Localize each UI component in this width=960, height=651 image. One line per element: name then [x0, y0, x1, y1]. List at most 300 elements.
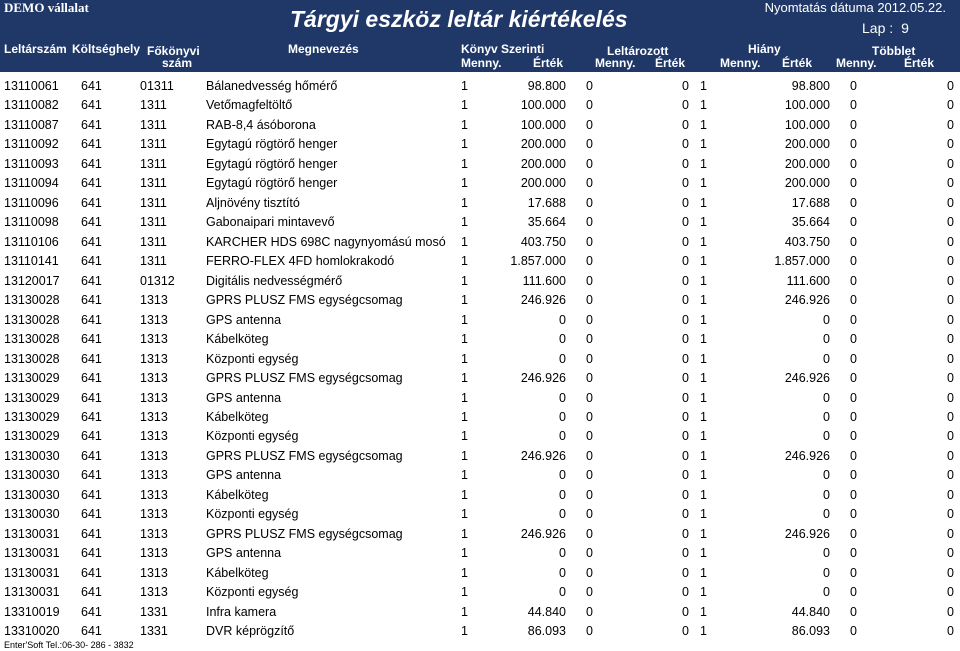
- cell-konyv-ertek: 0: [559, 468, 566, 483]
- cell-tobblet-menny: 0: [850, 604, 857, 619]
- cell-leltar-ertek: 0: [682, 273, 689, 288]
- cell-konyv-menny: 1: [461, 585, 468, 600]
- cell-fokonyvi-szam: 1313: [140, 565, 168, 580]
- cell-tobblet-menny: 0: [850, 351, 857, 366]
- table-row: [0, 79, 960, 98]
- cell-leltarszam: 13110087: [4, 117, 59, 132]
- col-header-leltarozott: Leltározott: [607, 44, 669, 58]
- cell-leltar-ertek: 0: [682, 195, 689, 210]
- cell-leltar-ertek: 0: [682, 215, 689, 230]
- cell-konyv-menny: 1: [461, 312, 468, 327]
- subheader-tobblet-menny: Menny.: [836, 56, 877, 70]
- cell-konyv-menny: 1: [461, 156, 468, 171]
- cell-konyv-menny: 1: [461, 351, 468, 366]
- cell-koltseghely: 641: [81, 468, 102, 483]
- cell-hiany-menny: 1: [700, 429, 707, 444]
- cell-hiany-ertek: 200.000: [784, 156, 830, 171]
- cell-tobblet-ertek: 0: [947, 351, 954, 366]
- cell-hiany-menny: 1: [700, 351, 707, 366]
- cell-leltarszam: 13130031: [4, 565, 60, 580]
- cell-tobblet-menny: 0: [850, 624, 857, 639]
- company-name: DEMO vállalat: [4, 0, 89, 15]
- cell-hiany-ertek: 0: [823, 390, 830, 405]
- cell-megnevezes: Kábelköteg: [206, 409, 269, 424]
- cell-tobblet-ertek: 0: [947, 98, 954, 113]
- cell-leltarszam: 13310020: [4, 624, 60, 639]
- cell-tobblet-ertek: 0: [947, 293, 954, 308]
- cell-konyv-menny: 1: [461, 98, 468, 113]
- table-row: [0, 274, 960, 293]
- cell-tobblet-menny: 0: [850, 234, 857, 249]
- cell-koltseghely: 641: [81, 624, 102, 639]
- cell-tobblet-ertek: 0: [947, 273, 954, 288]
- footer-text: Enter'Soft Tel.:06-30- 286 - 3832: [4, 640, 134, 650]
- cell-hiany-menny: 1: [700, 604, 707, 619]
- cell-leltarszam: 13110096: [4, 195, 59, 210]
- cell-hiany-ertek: 246.926: [784, 526, 830, 541]
- cell-koltseghely: 641: [81, 79, 102, 93]
- table-row: [0, 507, 960, 526]
- cell-leltar-ertek: 0: [682, 409, 689, 424]
- cell-megnevezes: Kábelköteg: [206, 487, 269, 502]
- cell-hiany-menny: 1: [700, 312, 707, 327]
- cell-tobblet-menny: 0: [850, 371, 857, 386]
- cell-hiany-ertek: 0: [823, 332, 830, 347]
- cell-konyv-menny: 1: [461, 273, 468, 288]
- cell-tobblet-ertek: 0: [947, 312, 954, 327]
- cell-konyv-menny: 1: [461, 409, 468, 424]
- cell-megnevezes: Gabonaipari mintavevő: [206, 215, 335, 230]
- cell-leltar-ertek: 0: [682, 487, 689, 502]
- cell-tobblet-ertek: 0: [947, 79, 954, 93]
- cell-hiany-ertek: 100.000: [784, 117, 830, 132]
- cell-leltarszam: 13120017: [4, 273, 60, 288]
- cell-leltar-menny: 0: [586, 79, 593, 93]
- subheader-tobblet-ertek: Érték: [904, 56, 935, 70]
- col-header-fokonyvi-szam: szám: [162, 56, 193, 70]
- cell-konyv-ertek: 246.926: [520, 293, 566, 308]
- cell-tobblet-ertek: 0: [947, 195, 954, 210]
- table-row: [0, 585, 960, 604]
- cell-leltar-menny: 0: [586, 565, 593, 580]
- cell-megnevezes: Központi egység: [206, 585, 299, 600]
- cell-konyv-ertek: 100.000: [520, 98, 566, 113]
- cell-megnevezes: GPRS PLUSZ FMS egységcsomag: [206, 293, 403, 308]
- cell-konyv-ertek: 111.600: [522, 273, 566, 288]
- cell-tobblet-ertek: 0: [947, 604, 954, 619]
- cell-megnevezes: Kábelköteg: [206, 332, 269, 347]
- cell-fokonyvi-szam: 1313: [140, 546, 168, 561]
- cell-fokonyvi-szam: 1313: [140, 390, 168, 405]
- cell-koltseghely: 641: [81, 234, 102, 249]
- table-row: [0, 527, 960, 546]
- cell-leltar-menny: 0: [586, 176, 593, 191]
- table-row: [0, 449, 960, 468]
- cell-leltarszam: 13110141: [4, 254, 59, 269]
- cell-leltar-menny: 0: [586, 293, 593, 308]
- cell-hiany-menny: 1: [700, 156, 707, 171]
- cell-fokonyvi-szam: 1311: [140, 98, 167, 113]
- table-row: [0, 391, 960, 410]
- cell-leltar-menny: 0: [586, 507, 593, 522]
- cell-leltarszam: 13130030: [4, 468, 60, 483]
- cell-megnevezes: Bálanedvesség hőmérő: [206, 79, 338, 93]
- page-label: Lap :: [862, 20, 894, 36]
- cell-megnevezes: GPS antenna: [206, 312, 282, 327]
- cell-leltar-menny: 0: [586, 604, 593, 619]
- cell-koltseghely: 641: [81, 371, 102, 386]
- cell-hiany-ertek: 403.750: [784, 234, 830, 249]
- cell-tobblet-ertek: 0: [947, 137, 954, 152]
- cell-hiany-menny: 1: [700, 117, 707, 132]
- report-header: [0, 0, 960, 72]
- col-header-hiany: Hiány: [748, 42, 781, 56]
- cell-koltseghely: 641: [81, 254, 102, 269]
- cell-hiany-ertek: 200.000: [784, 137, 830, 152]
- cell-leltar-menny: 0: [586, 526, 593, 541]
- subheader-leltar-menny: Menny.: [595, 56, 636, 70]
- cell-leltar-ertek: 0: [682, 137, 689, 152]
- col-header-konyv-szerinti: Könyv Szerinti: [461, 42, 545, 56]
- cell-hiany-menny: 1: [700, 409, 707, 424]
- cell-leltar-ertek: 0: [682, 624, 689, 639]
- cell-konyv-menny: 1: [461, 254, 468, 269]
- cell-megnevezes: Egytagú rögtörő henger: [206, 156, 338, 171]
- cell-megnevezes: KARCHER HDS 698C nagynyomású mosó: [206, 234, 446, 249]
- cell-leltar-ertek: 0: [682, 351, 689, 366]
- subheader-hiany-ertek: Érték: [782, 56, 813, 70]
- subheader-leltar-ertek: Érték: [655, 56, 686, 70]
- cell-koltseghely: 641: [81, 585, 102, 600]
- cell-fokonyvi-szam: 1313: [140, 312, 168, 327]
- cell-megnevezes: Egytagú rögtörő henger: [206, 137, 338, 152]
- cell-konyv-menny: 1: [461, 624, 468, 639]
- cell-konyv-ertek: 35.664: [527, 215, 566, 230]
- cell-fokonyvi-szam: 01311: [140, 79, 174, 93]
- cell-leltar-menny: 0: [586, 137, 593, 152]
- cell-leltarszam: 13130028: [4, 312, 60, 327]
- cell-koltseghely: 641: [81, 390, 102, 405]
- cell-leltar-ertek: 0: [682, 390, 689, 405]
- cell-fokonyvi-szam: 1311: [140, 195, 167, 210]
- cell-konyv-menny: 1: [461, 390, 468, 405]
- cell-leltar-ertek: 0: [682, 293, 689, 308]
- cell-leltar-menny: 0: [586, 332, 593, 347]
- table-row: [0, 566, 960, 585]
- cell-koltseghely: 641: [81, 526, 102, 541]
- cell-konyv-menny: 1: [461, 468, 468, 483]
- table-row: [0, 235, 960, 254]
- cell-koltseghely: 641: [81, 195, 102, 210]
- cell-leltarszam: 13130031: [4, 526, 60, 541]
- cell-hiany-ertek: 98.800: [791, 79, 830, 93]
- cell-konyv-menny: 1: [461, 332, 468, 347]
- cell-fokonyvi-szam: 1313: [140, 351, 168, 366]
- cell-konyv-menny: 1: [461, 137, 468, 152]
- cell-megnevezes: Központi egység: [206, 507, 299, 522]
- cell-leltarszam: 13130031: [4, 546, 60, 561]
- table-row: [0, 157, 960, 176]
- cell-fokonyvi-szam: 1313: [140, 468, 168, 483]
- cell-megnevezes: RAB-8,4 ásóborona: [206, 117, 316, 132]
- cell-fokonyvi-szam: 1331: [140, 624, 168, 639]
- cell-hiany-menny: 1: [700, 487, 707, 502]
- cell-konyv-menny: 1: [461, 429, 468, 444]
- cell-leltar-menny: 0: [586, 215, 593, 230]
- cell-konyv-menny: 1: [461, 79, 468, 93]
- cell-hiany-menny: 1: [700, 137, 707, 152]
- cell-tobblet-ertek: 0: [947, 234, 954, 249]
- cell-konyv-ertek: 200.000: [520, 137, 566, 152]
- cell-fokonyvi-szam: 1311: [140, 215, 167, 230]
- cell-hiany-ertek: 0: [823, 312, 830, 327]
- table-row: [0, 352, 960, 371]
- col-header-fokonyvi: Főkönyvi: [147, 44, 200, 58]
- cell-leltar-menny: 0: [586, 273, 593, 288]
- cell-koltseghely: 641: [81, 546, 102, 561]
- cell-konyv-ertek: 0: [559, 312, 566, 327]
- cell-megnevezes: Központi egység: [206, 429, 299, 444]
- cell-tobblet-ertek: 0: [947, 429, 954, 444]
- cell-fokonyvi-szam: 1311: [140, 234, 167, 249]
- cell-koltseghely: 641: [81, 507, 102, 522]
- cell-koltseghely: 641: [81, 332, 102, 347]
- cell-leltar-menny: 0: [586, 409, 593, 424]
- cell-megnevezes: Egytagú rögtörő henger: [206, 176, 338, 191]
- cell-megnevezes: Digitális nedvességmérő: [206, 273, 343, 288]
- cell-konyv-menny: 1: [461, 526, 468, 541]
- cell-tobblet-ertek: 0: [947, 117, 954, 132]
- cell-leltar-menny: 0: [586, 234, 593, 249]
- cell-leltar-ertek: 0: [682, 117, 689, 132]
- cell-hiany-menny: 1: [700, 215, 707, 230]
- cell-tobblet-ertek: 0: [947, 448, 954, 463]
- cell-hiany-ertek: 246.926: [784, 371, 830, 386]
- cell-tobblet-menny: 0: [850, 79, 857, 93]
- cell-megnevezes: FERRO-FLEX 4FD homlokrakodó: [206, 254, 395, 269]
- cell-tobblet-ertek: 0: [947, 371, 954, 386]
- cell-tobblet-ertek: 0: [947, 390, 954, 405]
- cell-koltseghely: 641: [81, 487, 102, 502]
- cell-hiany-menny: 1: [700, 332, 707, 347]
- cell-leltar-menny: 0: [586, 546, 593, 561]
- cell-leltarszam: 13130028: [4, 332, 60, 347]
- cell-hiany-ertek: 0: [823, 429, 830, 444]
- cell-leltar-ertek: 0: [682, 234, 689, 249]
- table-row: [0, 546, 960, 565]
- cell-leltar-menny: 0: [586, 624, 593, 639]
- col-header-leltarszam: Leltárszám: [4, 42, 67, 56]
- cell-tobblet-ertek: 0: [947, 507, 954, 522]
- cell-hiany-ertek: 0: [823, 468, 830, 483]
- cell-hiany-menny: 1: [700, 468, 707, 483]
- cell-hiany-menny: 1: [700, 507, 707, 522]
- cell-koltseghely: 641: [81, 351, 102, 366]
- report-title: Tárgyi eszköz leltár kiértékelés: [290, 6, 628, 32]
- cell-hiany-menny: 1: [700, 526, 707, 541]
- cell-leltar-ertek: 0: [682, 79, 689, 93]
- cell-konyv-ertek: 0: [559, 546, 566, 561]
- cell-leltar-ertek: 0: [682, 98, 689, 113]
- cell-tobblet-menny: 0: [850, 546, 857, 561]
- page-number: 9: [901, 20, 909, 36]
- cell-konyv-ertek: 200.000: [520, 176, 566, 191]
- cell-leltarszam: 13130031: [4, 585, 60, 600]
- cell-konyv-ertek: 0: [559, 585, 566, 600]
- cell-konyv-ertek: 0: [559, 351, 566, 366]
- cell-fokonyvi-szam: 1311: [140, 254, 167, 269]
- cell-hiany-ertek: 17.688: [791, 195, 830, 210]
- cell-koltseghely: 641: [81, 98, 102, 113]
- cell-leltar-ertek: 0: [682, 429, 689, 444]
- cell-tobblet-menny: 0: [850, 585, 857, 600]
- cell-tobblet-menny: 0: [850, 137, 857, 152]
- cell-tobblet-menny: 0: [850, 273, 857, 288]
- cell-leltar-ertek: 0: [682, 546, 689, 561]
- page-indicator: [862, 20, 909, 36]
- print-date: Nyomtatás dátuma 2012.05.22.: [764, 0, 946, 15]
- cell-konyv-ertek: 0: [559, 409, 566, 424]
- cell-hiany-ertek: 0: [823, 409, 830, 424]
- cell-konyv-ertek: 86.093: [527, 624, 566, 639]
- col-header-koltseghely: Költséghely: [72, 42, 141, 56]
- cell-fokonyvi-szam: 1313: [140, 332, 168, 347]
- cell-tobblet-menny: 0: [850, 254, 857, 269]
- cell-tobblet-ertek: 0: [947, 585, 954, 600]
- cell-leltarszam: 13130029: [4, 429, 60, 444]
- cell-tobblet-ertek: 0: [947, 215, 954, 230]
- cell-leltar-ertek: 0: [682, 448, 689, 463]
- cell-fokonyvi-szam: 1313: [140, 371, 168, 386]
- cell-konyv-menny: 1: [461, 507, 468, 522]
- cell-leltar-ertek: 0: [682, 565, 689, 580]
- cell-tobblet-menny: 0: [850, 312, 857, 327]
- cell-fokonyvi-szam: 1313: [140, 585, 168, 600]
- subheader-hiany-menny: Menny.: [720, 56, 761, 70]
- cell-leltar-menny: 0: [586, 351, 593, 366]
- cell-tobblet-ertek: 0: [947, 624, 954, 639]
- cell-konyv-ertek: 246.926: [520, 371, 566, 386]
- cell-tobblet-ertek: 0: [947, 487, 954, 502]
- subheader-konyv-ertek: Érték: [533, 56, 564, 70]
- cell-koltseghely: 641: [81, 448, 102, 463]
- cell-hiany-ertek: 111.600: [786, 273, 830, 288]
- cell-hiany-menny: 1: [700, 624, 707, 639]
- cell-fokonyvi-szam: 1311: [140, 176, 167, 191]
- cell-tobblet-menny: 0: [850, 429, 857, 444]
- cell-konyv-ertek: 98.800: [527, 79, 566, 93]
- cell-hiany-menny: 1: [700, 371, 707, 386]
- cell-hiany-ertek: 246.926: [784, 293, 830, 308]
- table-row: [0, 332, 960, 351]
- cell-leltar-menny: 0: [586, 254, 593, 269]
- cell-megnevezes: Infra kamera: [206, 604, 277, 619]
- cell-konyv-menny: 1: [461, 604, 468, 619]
- cell-hiany-ertek: 35.664: [791, 215, 830, 230]
- table-row: [0, 293, 960, 312]
- cell-tobblet-ertek: 0: [947, 176, 954, 191]
- cell-fokonyvi-szam: 1313: [140, 429, 168, 444]
- cell-konyv-menny: 1: [461, 448, 468, 463]
- cell-leltar-ertek: 0: [682, 526, 689, 541]
- subheader-konyv-menny: Menny.: [461, 56, 502, 70]
- cell-hiany-ertek: 0: [823, 487, 830, 502]
- cell-tobblet-ertek: 0: [947, 156, 954, 171]
- cell-tobblet-ertek: 0: [947, 468, 954, 483]
- cell-tobblet-menny: 0: [850, 507, 857, 522]
- cell-hiany-ertek: 0: [823, 351, 830, 366]
- cell-koltseghely: 641: [81, 565, 102, 580]
- table-row: [0, 254, 960, 273]
- col-header-tobblet: Többlet: [872, 44, 916, 58]
- cell-leltar-ertek: 0: [682, 604, 689, 619]
- cell-leltarszam: 13110093: [4, 156, 59, 171]
- cell-konyv-menny: 1: [461, 371, 468, 386]
- cell-hiany-menny: 1: [700, 565, 707, 580]
- table-row: [0, 410, 960, 429]
- cell-tobblet-ertek: 0: [947, 526, 954, 541]
- cell-konyv-menny: 1: [461, 487, 468, 502]
- cell-koltseghely: 641: [81, 137, 102, 152]
- cell-megnevezes: GPS antenna: [206, 390, 282, 405]
- cell-konyv-menny: 1: [461, 293, 468, 308]
- table-row: [0, 176, 960, 195]
- cell-leltar-ertek: 0: [682, 507, 689, 522]
- cell-fokonyvi-szam: 1313: [140, 293, 168, 308]
- cell-tobblet-menny: 0: [850, 409, 857, 424]
- cell-hiany-ertek: 0: [823, 507, 830, 522]
- cell-hiany-menny: 1: [700, 273, 707, 288]
- cell-megnevezes: Vetőmagfeltöltő: [206, 98, 293, 113]
- cell-leltar-ertek: 0: [682, 312, 689, 327]
- cell-konyv-ertek: 17.688: [527, 195, 566, 210]
- cell-megnevezes: GPRS PLUSZ FMS egységcsomag: [206, 448, 403, 463]
- cell-leltarszam: 13110082: [4, 98, 59, 113]
- cell-hiany-ertek: 0: [823, 546, 830, 561]
- cell-leltar-menny: 0: [586, 390, 593, 405]
- cell-hiany-menny: 1: [700, 546, 707, 561]
- cell-hiany-menny: 1: [700, 195, 707, 210]
- cell-megnevezes: GPRS PLUSZ FMS egységcsomag: [206, 526, 403, 541]
- cell-hiany-menny: 1: [700, 254, 707, 269]
- cell-leltarszam: 13130028: [4, 293, 60, 308]
- cell-tobblet-menny: 0: [850, 195, 857, 210]
- cell-fokonyvi-szam: 01312: [140, 273, 175, 288]
- cell-hiany-menny: 1: [700, 79, 707, 93]
- cell-konyv-ertek: 0: [559, 429, 566, 444]
- table-row: [0, 98, 960, 117]
- cell-tobblet-menny: 0: [850, 117, 857, 132]
- cell-konyv-menny: 1: [461, 117, 468, 132]
- cell-konyv-ertek: 0: [559, 390, 566, 405]
- cell-leltarszam: 13130029: [4, 371, 60, 386]
- cell-konyv-ertek: 44.840: [527, 604, 566, 619]
- cell-konyv-ertek: 246.926: [520, 448, 566, 463]
- cell-konyv-ertek: 403.750: [520, 234, 566, 249]
- cell-konyv-ertek: 1.857.000: [510, 254, 566, 269]
- cell-leltar-menny: 0: [586, 117, 593, 132]
- cell-fokonyvi-szam: 1313: [140, 487, 168, 502]
- cell-konyv-menny: 1: [461, 234, 468, 249]
- cell-megnevezes: GPS antenna: [206, 468, 282, 483]
- cell-hiany-menny: 1: [700, 390, 707, 405]
- cell-hiany-ertek: 100.000: [784, 98, 830, 113]
- cell-hiany-ertek: 0: [823, 565, 830, 580]
- cell-tobblet-menny: 0: [850, 468, 857, 483]
- cell-leltarszam: 13130029: [4, 409, 60, 424]
- cell-leltar-menny: 0: [586, 468, 593, 483]
- cell-leltarszam: 13130030: [4, 507, 60, 522]
